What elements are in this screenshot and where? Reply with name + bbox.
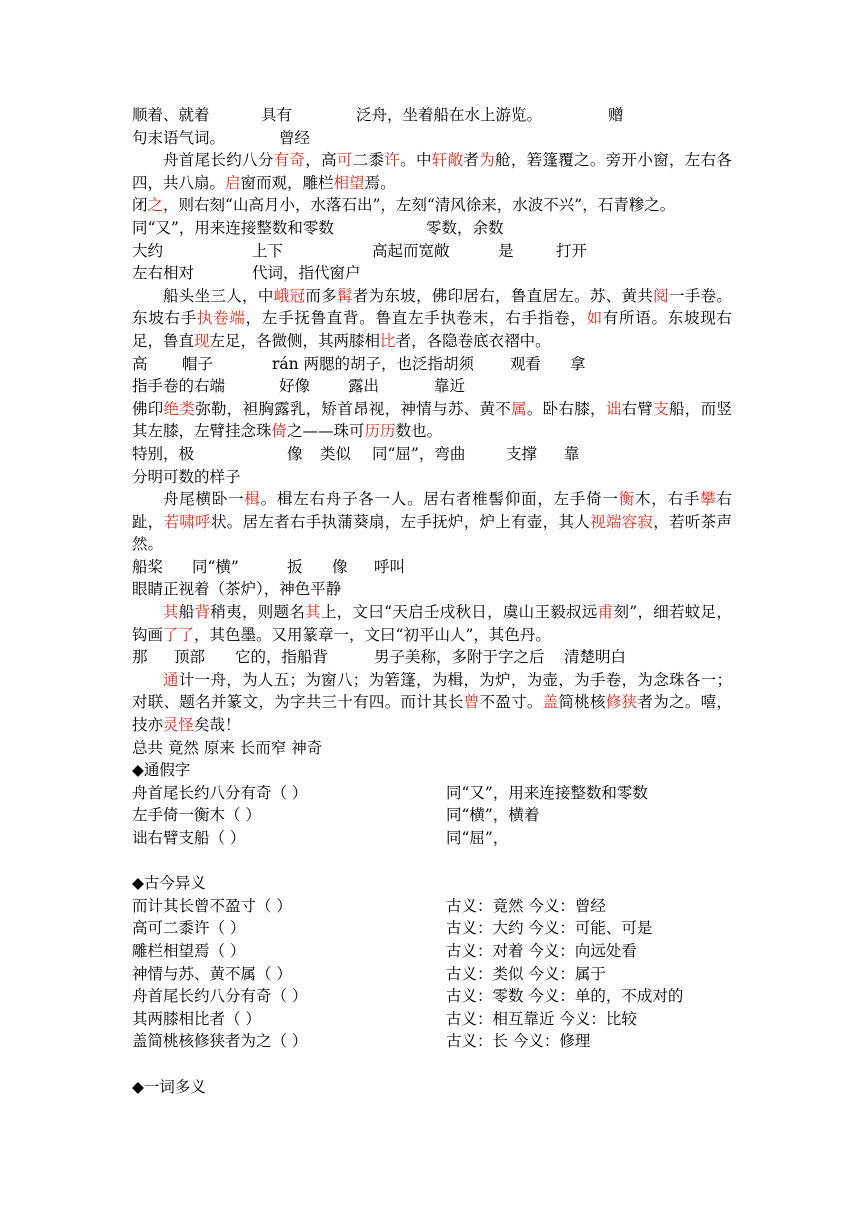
exercise-answer: 古义：大约 今义：可能、可是: [446, 919, 653, 938]
gloss-line: [132, 104, 732, 127]
gloss-item: 分明可数的样子: [132, 467, 241, 486]
section-title-tongjia: ◆通假字: [132, 761, 191, 780]
passage-text: 窗而观，雕栏: [240, 173, 334, 192]
passage-text: 二黍: [352, 151, 385, 170]
annotated-word: 若啸呼: [163, 512, 211, 531]
annotated-word: 许: [384, 151, 401, 170]
gloss-line: [132, 646, 732, 669]
gloss-line: [132, 217, 732, 240]
exercise-answer: 古义：零数 今义：单的，不成对的: [446, 987, 684, 1006]
annotated-word: 可: [336, 151, 353, 170]
gloss-item: 同“屈”，弯曲: [372, 444, 466, 463]
passage-text: 左足，各微侧，其两膝相: [209, 331, 381, 350]
annotated-word: 视端容寂: [590, 512, 654, 531]
annotated-word: 曾: [463, 693, 480, 712]
annotated-word: 现: [194, 331, 210, 350]
gloss-item: 船桨: [132, 557, 164, 576]
gloss-item: 好像: [279, 377, 311, 396]
passage-text: 之——珠可: [287, 422, 365, 441]
passage-text: 佛印: [132, 399, 164, 418]
exercise-prompt: 而计其长曾不盈寸（ ）: [132, 896, 292, 915]
passage-text: 船: [178, 603, 195, 622]
annotated-word: 如: [586, 309, 603, 328]
annotated-word: 衡: [618, 490, 636, 509]
passage-text: 船，而竖其左膝，左臂挂念珠: [132, 399, 732, 441]
annotated-word: 攀: [700, 490, 717, 509]
exercise-row: [132, 940, 732, 963]
annotated-word: 执卷端: [196, 309, 246, 328]
gloss-item: 帽子: [182, 354, 214, 373]
exercise-prompt: 舟首尾长约八分有奇（ ）: [132, 783, 308, 802]
gloss-item: 观看: [510, 354, 542, 373]
gloss-item: 零数，余数: [426, 218, 504, 237]
passage-text: 船头坐三人，中: [163, 286, 274, 305]
passage-text: 者，各隐卷底衣褶中。: [395, 331, 551, 350]
gloss-item: 打开: [556, 241, 588, 260]
gloss-item: 高起而宽敞: [372, 241, 450, 260]
gloss-item: 那: [132, 648, 148, 667]
gloss-item: 曾经: [279, 128, 311, 147]
gloss-line: [132, 240, 732, 263]
gloss-item: 类似: [320, 444, 352, 463]
exercise-row: [132, 895, 732, 918]
exercise-prompt: 诎右臂支船（ ）: [132, 829, 246, 847]
exercise-prompt: 左手倚一衡木（ ）: [132, 806, 261, 825]
gloss-item: 靠近: [434, 377, 466, 396]
passage-text: 上，文曰“天启壬戌秋日，虞山王毅叔远: [320, 603, 598, 622]
annotated-word: 倚: [271, 422, 288, 441]
annotated-word: 诎: [605, 399, 622, 418]
annotated-word: 有奇: [273, 151, 306, 170]
document-page: [132, 104, 732, 1098]
exercise-answer: 古义：竟然 今义：曾经: [446, 896, 606, 915]
exercise-prompt: 神情与苏、黄不属（ ）: [132, 964, 292, 983]
passage-text: 弥勒，袒胸露乳，矫首昂视，神情与苏、黄不: [195, 399, 512, 418]
gloss-line: [132, 578, 732, 601]
passage-text: 。楫左右舟子各一人。居右者椎髻仰面，左手倚一: [260, 490, 619, 509]
gloss-item: 拿: [570, 354, 586, 373]
exercise-row: [132, 985, 732, 1008]
exercise-answer: 古义：相互靠近 今义：比较: [446, 1009, 637, 1028]
passage-text: ，则右刻“山高月小，水落石出”，左刻“清风徐来，水波不兴”，石青糁之。: [163, 196, 676, 215]
gloss-item: 代词，指代窗户: [252, 264, 361, 283]
annotated-word: 甫: [597, 603, 614, 622]
gloss-item: 同“又”，用来连接整数和零数: [132, 218, 334, 237]
passage-paragraph: [132, 398, 732, 443]
passage-text: 状。居左者右手执蒲葵扇，左手抚炉，炉上有壶，其人: [210, 512, 591, 531]
gloss-item: 靠: [564, 444, 580, 463]
gloss-item: 高: [132, 354, 148, 373]
gloss-item: 清楚明白: [564, 648, 627, 667]
exercise-answer: 古义：长 今义：修理: [446, 1032, 591, 1051]
gloss-line: [132, 556, 732, 579]
gloss-line: [132, 443, 732, 466]
passage-text: 右趾，: [132, 490, 732, 531]
passage-paragraph: [132, 149, 732, 194]
passage-text: 焉。: [364, 173, 396, 192]
gloss-item: 泛舟，坐着船在水上游览。: [356, 106, 543, 124]
annotated-word: 其: [305, 603, 321, 622]
passage-text: ，若听茶声然。: [132, 512, 732, 554]
passage-text: 数也。: [395, 422, 443, 441]
annotated-word: 为: [479, 151, 496, 170]
passage-text: 简桃核: [558, 693, 606, 712]
exercise-prompt: 舟首尾长约八分有奇（ ）: [132, 987, 308, 1006]
annotated-word: 启: [225, 173, 241, 192]
annotated-word: 了了: [163, 625, 195, 644]
exercise-prompt: 高可二黍许（ ）: [132, 919, 246, 938]
passage-text: ，其色墨。又用篆章一，文曰“初平山人”，其色丹。: [194, 625, 551, 644]
gloss-item: 顺着、就着: [132, 106, 210, 124]
gloss-item: rán 两腮的胡子，也泛指胡须: [272, 354, 475, 373]
passage-text: 。中: [400, 151, 432, 170]
section-title-gujin: ◆古今异义: [132, 874, 206, 893]
passage-paragraph: [132, 669, 732, 737]
passage-text: 计一舟，为人五；为窗八；为箬篷，为楫，为炉，为壶，为手卷，为念珠各一；对联、题名并篆文，为字共三十有四。而计其长: [132, 670, 732, 712]
annotated-word: 盖: [542, 693, 559, 712]
exercise-row: [132, 1030, 732, 1053]
passage-text: 一手卷。东坡右手: [132, 286, 732, 328]
passage-text: 木，右手: [635, 490, 701, 509]
gloss-item: 赠: [608, 106, 624, 124]
gloss-line: [132, 353, 732, 376]
gloss-item: 具有: [261, 106, 293, 124]
passage-text: 闭: [132, 196, 148, 215]
exercise-row: [132, 804, 732, 827]
gloss-item: 特别，极: [132, 444, 195, 463]
passage-text: ，左手抚鲁直背。鲁直左手执卷末，右手指卷，: [245, 309, 587, 328]
passage-text: 矣哉！: [194, 716, 241, 735]
gloss-item: 眼睛正视着（茶炉），神色平静: [132, 580, 342, 599]
passage-text: 而多: [305, 286, 337, 305]
passage-text: ，高: [305, 151, 337, 170]
exercise-answer: 同“屈”，: [446, 829, 509, 847]
passage-paragraph: [132, 285, 732, 353]
gloss-item: 上下: [252, 241, 284, 260]
annotated-word: 轩敞: [431, 151, 464, 170]
gloss-item: 露出: [348, 377, 380, 396]
gloss-item: 指手卷的右端: [132, 377, 226, 396]
tongjia-table: [132, 782, 732, 850]
annotated-word: 灵怪: [163, 716, 195, 735]
exercise-prompt: 其两膝相比者（ ）: [132, 1009, 261, 1028]
gloss-item: 它的，指船背: [235, 648, 329, 667]
annotated-word: 比: [380, 331, 396, 350]
spacer: [132, 1053, 732, 1076]
exercise-row: [132, 1008, 732, 1031]
exercise-answer: 同“横”，横着: [446, 806, 540, 825]
gloss-line: [132, 466, 732, 489]
annotated-word: 支: [653, 399, 670, 418]
passage-text: 。卧右膝，: [526, 399, 606, 418]
passage-text: 舱，箬篷覆之。旁开小窗，左右各四，共八扇。: [132, 151, 732, 192]
gloss-item: 是: [498, 241, 514, 260]
annotated-word: 通: [163, 670, 179, 689]
annotated-word: 其: [163, 603, 179, 622]
annotated-word: 相望: [333, 173, 365, 192]
annotated-word: 髯: [336, 286, 353, 305]
passage-text: 舟尾横卧一: [163, 490, 245, 509]
spacer: [132, 850, 732, 873]
passage-text: 有所语。东坡现右足，鲁直: [132, 309, 732, 350]
exercise-row: [132, 827, 732, 850]
gloss-item: 支撑: [506, 444, 538, 463]
annotated-word: 历历: [364, 422, 396, 441]
exercise-row: [132, 963, 732, 986]
exercise-row: [132, 917, 732, 940]
gloss-line: [132, 262, 732, 285]
annotated-word: 阅: [653, 286, 669, 305]
annotated-word: 绝类: [163, 399, 196, 418]
passage-text: 者: [463, 151, 480, 170]
exercise-prompt: 雕栏相望焉（ ）: [132, 941, 246, 960]
gloss-item: 大约: [132, 241, 164, 260]
gloss-item: 像: [332, 557, 348, 576]
exercise-row: [132, 782, 732, 805]
passage-text: 稍夷，则题名: [210, 603, 306, 622]
exercise-answer: 同“又”，用来连接整数和零数: [446, 783, 648, 802]
gloss-line: [132, 375, 732, 398]
gloss-line: [132, 127, 732, 150]
exercise-answer: 古义：对着 今义：向远处看: [446, 941, 637, 960]
gloss-item: 句末语气词。: [132, 128, 226, 147]
passage-text: 刻”，细若蚊足，钩画: [132, 603, 732, 644]
passage-text: 右臂: [621, 399, 654, 418]
passage-text: 不盈寸。: [479, 693, 543, 712]
annotated-word: 峨冠: [273, 286, 306, 305]
annotated-word: 背: [194, 603, 211, 622]
exercise-answer: 古义：类似 今义：属于: [446, 964, 606, 983]
gloss-item: 同“横”: [192, 557, 239, 576]
gloss-item: 呼叫: [374, 557, 406, 576]
gujin-table: [132, 895, 732, 1053]
gloss-item: 扳: [287, 557, 303, 576]
passage-paragraph: [132, 194, 732, 217]
gloss-item: 男子美称，多附于字之后: [374, 648, 545, 667]
annotated-word: 楫: [244, 490, 261, 509]
passage-text: 舟首尾长约八分: [163, 151, 274, 170]
annotated-word: 属: [511, 399, 527, 418]
passage-paragraph: [132, 601, 732, 646]
gloss-line: 总共 竟然 原来 长而窄 神奇: [132, 738, 323, 757]
exercise-prompt: 盖简桃核修狭者为之（ ）: [132, 1032, 308, 1051]
passage-paragraph: [132, 488, 732, 556]
gloss-item: 左右相对: [132, 264, 195, 283]
gloss-item: 顶部: [174, 648, 206, 667]
annotated-word: 之: [147, 196, 164, 215]
annotated-word: 修狭: [605, 693, 638, 712]
gloss-item: 像: [287, 444, 303, 463]
section-title-yicixiangyi: ◆一词多义: [132, 1077, 206, 1096]
passage-text: 者为东坡，佛印居右，鲁直居左。苏、黄共: [352, 286, 654, 305]
passage-text: 者为之。嘻，技亦: [132, 693, 732, 735]
